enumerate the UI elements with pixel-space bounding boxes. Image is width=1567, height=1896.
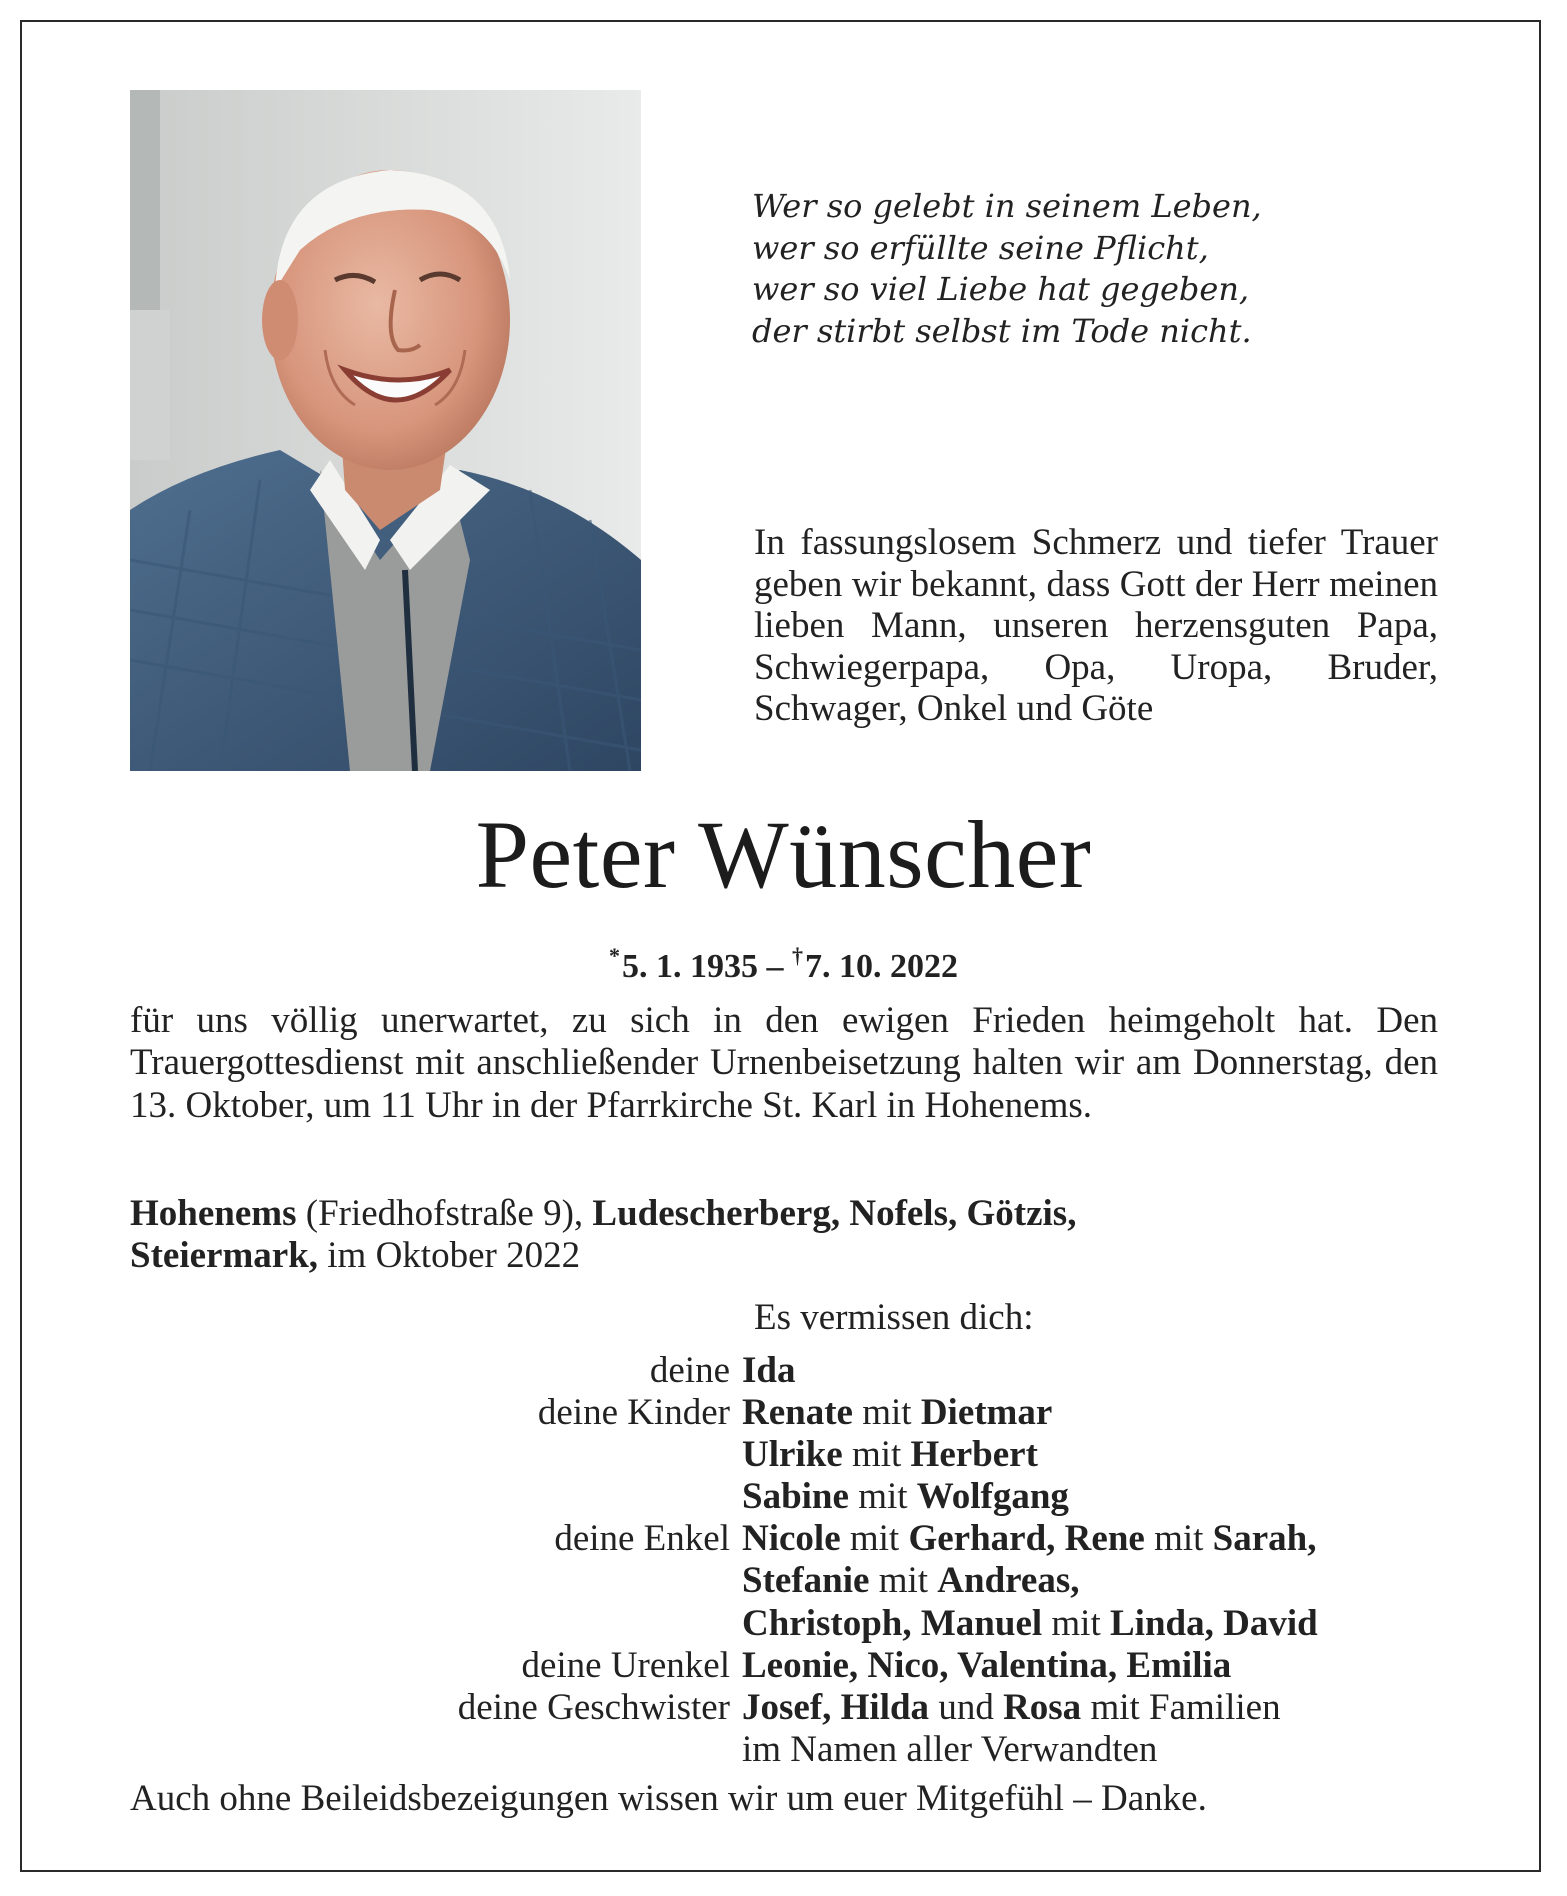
family-name: Renate: [742, 1392, 853, 1434]
life-dates: [0, 934, 1567, 989]
poem-line: wer so erfüllte seine Pflicht,: [752, 228, 1209, 267]
family-name: Sabine: [742, 1476, 849, 1518]
poem-line: wer so viel Liebe hat gegeben,: [752, 270, 1250, 308]
relation-label: deine Geschwister: [457, 1686, 730, 1728]
connector: und: [929, 1686, 1004, 1728]
portrait-photo: [130, 90, 641, 771]
relation-label: deine: [649, 1350, 730, 1391]
family-list: [130, 1350, 1450, 1771]
connector: mit: [1144, 1518, 1213, 1560]
relation-label: deine Kinder: [537, 1392, 730, 1434]
connector: mit Familien: [1081, 1686, 1281, 1728]
family-name: Sarah,: [1212, 1518, 1317, 1560]
intro-text: In fassungslosem Schmerz und tiefer Trauer geben wir bekannt, dass Gott der Herr meinen lieben Mann, unseren herzensguten Papa, Schwiegerpapa, Opa, Uropa, Bruder, Schwager, Onkel und Göte: [754, 522, 1438, 730]
poem-line: Wer so gelebt in seinem Leben,: [752, 187, 1262, 225]
family-name: Nicole: [742, 1518, 841, 1560]
family-name: Ulrike: [742, 1434, 843, 1476]
closing-text: Auch ohne Beileidsbezeigungen wissen wir um euer Mitgefühl – Danke.: [130, 1778, 1207, 1819]
connector: mit: [852, 1392, 921, 1434]
family-row: [130, 1687, 1450, 1729]
death-symbol: †: [792, 943, 803, 968]
miss-heading: Es vermissen dich:: [754, 1297, 1034, 1338]
family-name: Andreas,: [937, 1560, 1080, 1602]
places-line: [130, 1193, 1330, 1278]
family-name: Christoph, Manuel: [742, 1602, 1043, 1644]
family-name: Dietmar: [920, 1392, 1053, 1434]
relation-label: deine Enkel: [554, 1518, 730, 1560]
family-row: [130, 1518, 1450, 1560]
family-row: [130, 1645, 1450, 1687]
place-city: Hohenems: [130, 1193, 297, 1234]
birth-date: 5. 1. 1935: [622, 948, 758, 985]
connector: mit: [848, 1476, 917, 1518]
family-name: Herbert: [910, 1434, 1038, 1476]
family-name: Leonie, Nico, Valentina, Emilia: [742, 1644, 1232, 1686]
place-address: (Friedhofstraße 9),: [296, 1193, 593, 1234]
family-row: [130, 1434, 1450, 1476]
relation-label: deine Urenkel: [521, 1644, 730, 1686]
family-name: Josef, Hilda: [742, 1686, 930, 1728]
connector: mit: [869, 1560, 938, 1602]
family-name: Ida: [742, 1350, 796, 1391]
family-row: [130, 1560, 1450, 1602]
family-row: [130, 1392, 1450, 1434]
connector: mit: [842, 1434, 911, 1476]
place-region: Steiermark,: [130, 1235, 319, 1277]
family-row: [130, 1603, 1450, 1645]
death-date: 7. 10. 2022: [805, 948, 958, 985]
deceased-name: Peter Wünscher: [475, 801, 1092, 908]
poem: [752, 186, 1312, 352]
place-date: im Oktober 2022: [318, 1235, 581, 1277]
family-name: Wolfgang: [916, 1476, 1069, 1518]
family-name: Rosa: [1003, 1686, 1082, 1728]
birth-symbol: *: [609, 943, 620, 968]
relatives-line: im Namen aller Verwandten: [742, 1728, 1158, 1770]
family-name: Gerhard, Rene: [908, 1518, 1145, 1560]
family-name: Stefanie: [742, 1560, 870, 1602]
date-separator: –: [758, 948, 792, 985]
family-name: Linda, David: [1110, 1602, 1318, 1644]
place-others: Ludescherberg, Nofels, Götzis,: [592, 1193, 1077, 1234]
family-row: [130, 1729, 1450, 1771]
poem-line: der stirbt selbst im Tode nicht.: [752, 311, 1252, 350]
connector: mit: [840, 1518, 909, 1560]
connector: mit: [1042, 1602, 1110, 1644]
service-text: für uns völlig unerwartet, zu sich in den ewigen Frieden heimgeholt hat. Den Trauergottesdienst mit anschließender Urnenbeisetzung halten wir am Donnerstag, den 13. Oktober, um 11 Uhr in der Pfarrkirche St. Karl in Hohenems.: [130, 1000, 1438, 1126]
family-row: [130, 1350, 1450, 1392]
family-row: [130, 1476, 1450, 1518]
